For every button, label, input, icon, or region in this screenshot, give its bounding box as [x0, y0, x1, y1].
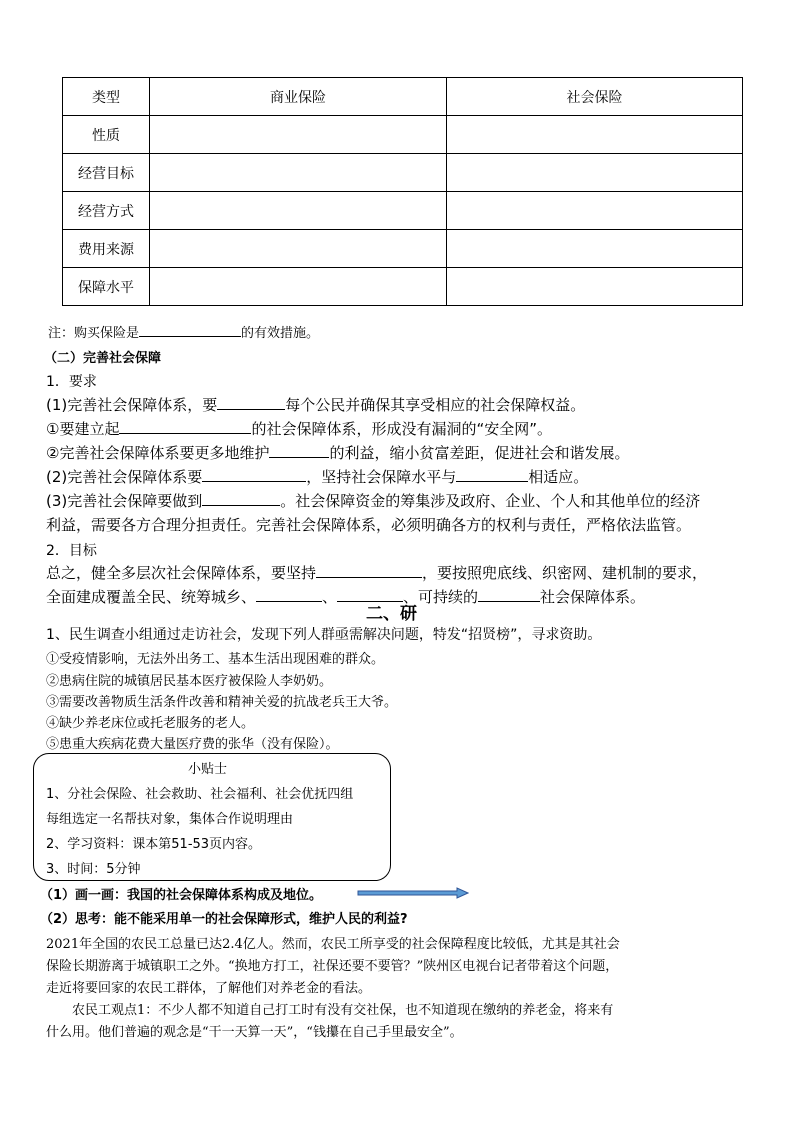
goal-title: 2．目标: [46, 543, 97, 559]
goal-line-2: 全面建成覆盖全民、统筹城乡、 、 、可持续的 社会保障体系。: [46, 588, 646, 606]
paragraph-line: 走近将要回家的农民工群体，了解他们对养老金的看法。: [46, 981, 372, 996]
table-cell[interactable]: [447, 230, 743, 268]
survey-item: ④缺少养老床位或托老服务的老人。: [46, 716, 255, 731]
table-row: [63, 116, 743, 154]
blank-field[interactable]: [202, 467, 306, 482]
req-line-1: (1)完善社会保障体系，要 每个公民并确保其享受相应的社会保障权益。: [46, 396, 586, 414]
row-label: 性质: [63, 116, 150, 154]
question-1: （1）画一画：我国的社会保障体系构成及地位。: [40, 888, 323, 903]
blank-field[interactable]: [202, 491, 280, 506]
req-line-2: ①要建立起 的社会保障体系，形成没有漏洞的“安全网”。: [46, 420, 552, 438]
table-cell[interactable]: [447, 192, 743, 230]
req-line-4: (2)完善社会保障体系要 ，坚持社会保障水平与 相适应。: [46, 468, 589, 486]
req-line-5: (3)完善社会保障要做到 。社会保障资金的筹集涉及政府、企业、个人和其他单位的经济: [46, 492, 701, 510]
req-title: 1．要求: [46, 374, 97, 390]
table-header-row: [63, 78, 743, 116]
table-row: [63, 154, 743, 192]
survey-intro: 1、民生调查小组通过走访社会，发现下列人群亟需解决问题，特发“招贤榜”，寻求资助。: [46, 627, 602, 643]
tips-line: 3、时间：5分钟: [46, 862, 141, 877]
header-social: 社会保险: [447, 78, 743, 116]
row-label: 保障水平: [63, 268, 150, 306]
question-2: （2）思考：能不能采用单一的社会保障形式，维护人民的利益?: [40, 912, 408, 927]
paragraph-line: 2021年全国的农民工总量已达2.4亿人。然而，农民工所享受的社会保障程度比较低，尤其是其社会: [46, 937, 620, 952]
table-cell[interactable]: [447, 154, 743, 192]
goal-line-1: 总之，健全多层次社会保障体系，要坚持 ，要按照兜底线、织密网、建机制的要求，: [46, 564, 708, 582]
survey-item: ②患病住院的城镇居民基本医疗被保险人李奶奶。: [46, 674, 333, 689]
right-arrow-icon: [357, 887, 469, 899]
paragraph-line: 保险长期游离于城镇职工之外。“换地方打工，社保还要不要管？”陕州区电视台记者带着这个问题，: [46, 959, 619, 974]
paragraph-line: 农民工观点1：不少人都不知道自己打工时有没有交社保，也不知道现在缴纳的养老金，将来有: [72, 1003, 614, 1018]
blank-field[interactable]: [269, 443, 329, 458]
blank-field[interactable]: [456, 467, 528, 482]
note-line: 注：购买保险是 的有效措施。: [48, 322, 319, 341]
tips-title: 小贴士: [188, 762, 228, 777]
table-cell[interactable]: [150, 116, 447, 154]
section-title: （二）完善社会保障: [44, 351, 162, 366]
blank-field[interactable]: [256, 587, 322, 602]
survey-item: ⑤患重大疾病花费大量医疗费的张华（没有保险）。: [46, 737, 339, 752]
req-line-6: 利益，需要各方合理分担责任。完善社会保障体系，必须明确各方的权利与责任，严格依法监管。: [46, 516, 692, 534]
tips-line: 2、学习资料：课本第51-53页内容。: [46, 837, 262, 852]
blank-field[interactable]: [478, 587, 540, 602]
table-cell[interactable]: [150, 230, 447, 268]
header-commercial: 商业保险: [150, 78, 447, 116]
tips-line: 每组选定一名帮扶对象，集体合作说明理由: [46, 812, 294, 827]
row-label: 经营方式: [63, 192, 150, 230]
table-cell[interactable]: [447, 116, 743, 154]
row-label: 经营目标: [63, 154, 150, 192]
blank-field[interactable]: [139, 322, 241, 337]
paragraph-line: 什么用。他们普遍的观念是“干一天算一天”，“钱攥在自己手里最安全”。: [46, 1025, 463, 1040]
table-cell[interactable]: [447, 268, 743, 306]
blank-field[interactable]: [217, 395, 285, 410]
survey-item: ③需要改善物质生活条件改善和精神关爱的抗战老兵王大爷。: [46, 695, 398, 710]
comparison-table: [62, 77, 743, 306]
header-type: 类型: [63, 78, 150, 116]
req-line-3: ②完善社会保障体系要更多地维护 的利益，缩小贫富差距，促进社会和谐发展。: [46, 444, 630, 462]
table-cell[interactable]: [150, 154, 447, 192]
survey-item: ①受疫情影响，无法外出务工、基本生活出现困难的群众。: [46, 652, 385, 667]
blank-field[interactable]: [119, 419, 251, 434]
table-cell[interactable]: [150, 192, 447, 230]
tips-line: 1、分社会保险、社会救助、社会福利、社会优抚四组: [46, 787, 354, 802]
table-row: [63, 230, 743, 268]
table-cell[interactable]: [150, 268, 447, 306]
row-label: 费用来源: [63, 230, 150, 268]
section-yan-heading: 二、研: [366, 604, 417, 624]
blank-field[interactable]: [316, 563, 422, 578]
table-row: [63, 192, 743, 230]
table-row: [63, 268, 743, 306]
